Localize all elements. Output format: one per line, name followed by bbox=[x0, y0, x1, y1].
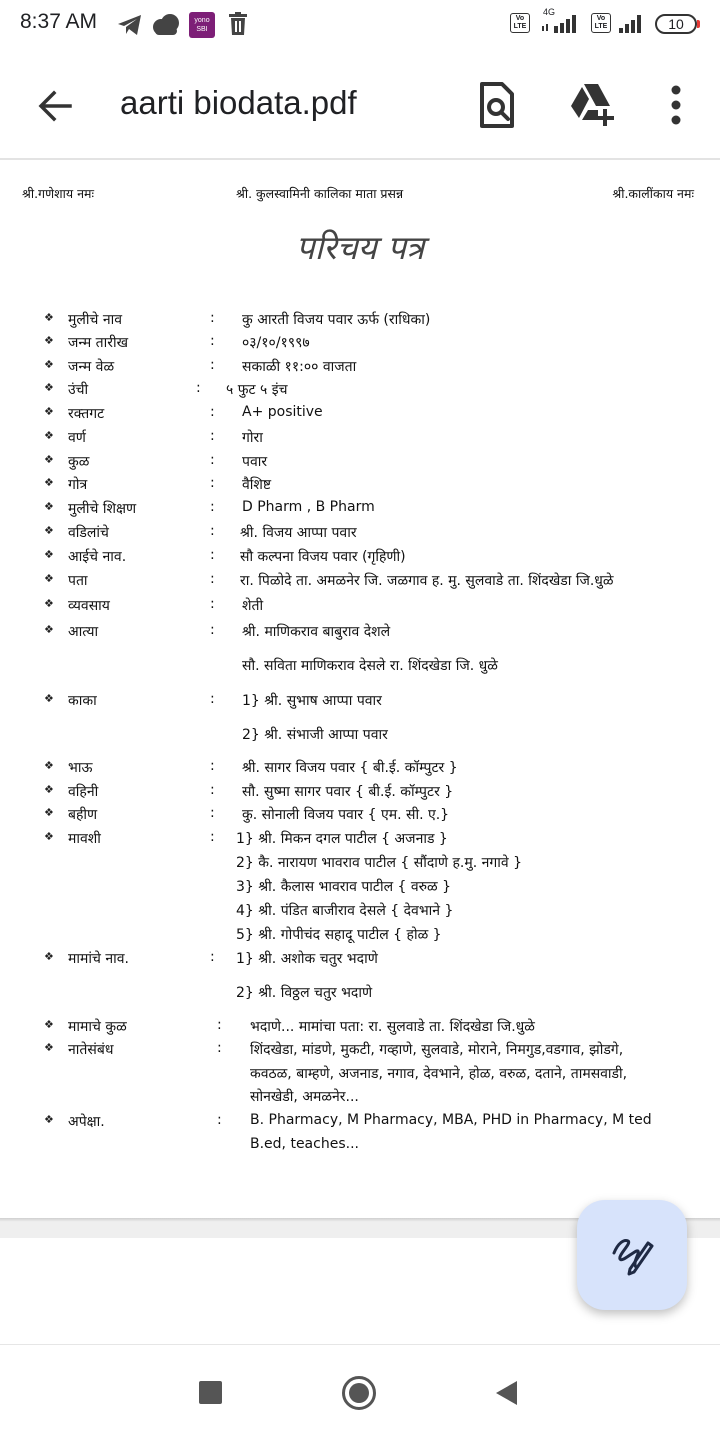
row-colon: : bbox=[210, 357, 215, 373]
signal-icon bbox=[540, 14, 580, 34]
biodata-row bbox=[0, 758, 720, 782]
more-options-button[interactable] bbox=[662, 82, 690, 130]
row-colon: : bbox=[217, 1112, 222, 1128]
biodata-row bbox=[0, 877, 720, 901]
volte-icon-2: Vo LTE bbox=[591, 13, 611, 33]
row-value: 4} श्री. पंडित बाजीराव देसले { देवभाने } bbox=[236, 903, 454, 919]
row-colon: : bbox=[210, 691, 215, 707]
pdf-page[interactable] bbox=[0, 160, 720, 1218]
bullet-icon: ❖ bbox=[44, 311, 54, 324]
row-label: गोत्र bbox=[68, 477, 88, 493]
document-title: aarti biodata.pdf bbox=[120, 84, 357, 121]
bullet-icon: ❖ bbox=[44, 950, 54, 963]
bullet-icon: ❖ bbox=[44, 1041, 54, 1054]
row-label: वहिनी bbox=[68, 784, 99, 800]
telegram-icon bbox=[117, 14, 143, 36]
biodata-row bbox=[0, 925, 720, 949]
sbi-label: SBI bbox=[196, 26, 208, 33]
row-colon: : bbox=[210, 622, 215, 638]
header-right: श्री.कालींकाय नमः bbox=[612, 186, 694, 201]
biodata-row bbox=[0, 499, 720, 523]
row-colon: : bbox=[210, 310, 215, 326]
header-left: श्री.गणेशाय नमः bbox=[22, 186, 95, 201]
biodata-row bbox=[0, 1040, 720, 1064]
row-value: 2} श्री. संभाजी आप्पा पवार bbox=[242, 727, 388, 743]
back-button[interactable] bbox=[30, 80, 82, 132]
biodata-row bbox=[0, 523, 720, 547]
row-label: मामाचे कुळ bbox=[68, 1019, 127, 1035]
row-value: 2} श्री. विठ्ठल चतुर भदाणे bbox=[236, 985, 373, 1001]
biodata-row bbox=[0, 983, 720, 1007]
yono-label: yono bbox=[194, 17, 210, 24]
page-title: परिचय पत्र bbox=[295, 228, 425, 267]
row-colon: : bbox=[210, 805, 215, 821]
biodata-row bbox=[0, 622, 720, 646]
biodata-row bbox=[0, 452, 720, 476]
bullet-icon: ❖ bbox=[44, 1018, 54, 1031]
row-label: वडिलांचे bbox=[68, 525, 109, 541]
biodata-row bbox=[0, 404, 720, 428]
row-colon: : bbox=[210, 428, 215, 444]
header-center: श्री. कुलस्वामिनी कालिका माता प्रसन्न bbox=[236, 186, 404, 201]
biodata-row bbox=[0, 1087, 720, 1111]
row-colon: : bbox=[210, 782, 215, 798]
signal-icon-2 bbox=[617, 14, 645, 34]
row-value: ५ फुट ५ इंच bbox=[226, 382, 288, 398]
more-vert-icon bbox=[662, 82, 690, 130]
bullet-icon: ❖ bbox=[44, 830, 54, 843]
bullet-icon: ❖ bbox=[44, 500, 54, 513]
row-value: कु आरती विजय पवार ऊर्फ (राधिका) bbox=[242, 312, 431, 328]
cloud-icon bbox=[152, 13, 180, 37]
row-colon: : bbox=[210, 596, 215, 612]
row-label: मामांचे नाव. bbox=[68, 951, 129, 967]
home-icon[interactable] bbox=[341, 1375, 377, 1411]
row-value: 5} श्री. गोपीचंद सहादू पाटील { होळ } bbox=[236, 927, 442, 943]
row-label: जन्म वेळ bbox=[68, 359, 115, 375]
biodata-row bbox=[0, 380, 720, 404]
add-to-drive-button[interactable] bbox=[566, 78, 618, 130]
biodata-row bbox=[0, 428, 720, 452]
row-colon: : bbox=[210, 547, 215, 563]
biodata-row bbox=[0, 656, 720, 680]
annotate-fab[interactable] bbox=[577, 1200, 687, 1310]
biodata-row bbox=[0, 596, 720, 620]
battery-icon: 10 bbox=[655, 14, 697, 34]
biodata-row bbox=[0, 805, 720, 829]
bullet-icon: ❖ bbox=[44, 692, 54, 705]
row-label: आईचे नाव. bbox=[68, 549, 127, 565]
row-value: 1} श्री. अशोक चतुर भदाणे bbox=[236, 951, 378, 967]
status-bar bbox=[0, 0, 720, 50]
row-value: सौ. सुष्मा सागर पवार { बी.ई. कॉम्पुटर } bbox=[242, 784, 454, 800]
row-colon: : bbox=[210, 571, 215, 587]
row-colon: : bbox=[210, 499, 215, 515]
biodata-row bbox=[0, 691, 720, 715]
status-time: 8:37 AM bbox=[20, 10, 98, 33]
row-colon: : bbox=[217, 1040, 222, 1056]
row-value: रा. पिळोदे ता. अमळनेर जि. जळगाव ह. मु. सुलवाडे ता. शिंदखेडा जि.धुळे bbox=[240, 573, 614, 589]
row-colon: : bbox=[210, 758, 215, 774]
row-label: आत्या bbox=[68, 624, 99, 640]
row-colon: : bbox=[210, 829, 215, 845]
biodata-row bbox=[0, 725, 720, 749]
row-value: 1} श्री. मिकन दगल पाटील { अजनाड } bbox=[236, 831, 448, 847]
row-label: व्यवसाय bbox=[68, 598, 110, 614]
biodata-row bbox=[0, 853, 720, 877]
row-value: श्री. सागर विजय पवार { बी.ई. कॉम्पुटर } bbox=[242, 760, 458, 776]
back-triangle-icon[interactable] bbox=[493, 1379, 519, 1407]
row-colon: : bbox=[196, 380, 201, 396]
row-label: जन्म तारीख bbox=[68, 335, 129, 351]
bullet-icon: ❖ bbox=[44, 623, 54, 636]
row-colon: : bbox=[217, 1017, 222, 1033]
row-value: कवठळ, बाम्हणे, अजनाड, नगाव, देवभाने, होळ, वरुळ, दताने, तामसवाडी, bbox=[250, 1066, 628, 1082]
row-value: D Pharm , B Pharm bbox=[242, 499, 375, 515]
row-label: उंची bbox=[68, 382, 89, 398]
row-colon: : bbox=[210, 475, 215, 491]
back-arrow-icon bbox=[30, 80, 82, 132]
network-type: 4G bbox=[543, 7, 556, 17]
biodata-row bbox=[0, 949, 720, 973]
biodata-row bbox=[0, 547, 720, 571]
row-value: कु. सोनाली विजय पवार { एम. सी. ए.} bbox=[242, 807, 450, 823]
row-colon: : bbox=[210, 333, 215, 349]
bullet-icon: ❖ bbox=[44, 405, 54, 418]
biodata-row bbox=[0, 333, 720, 357]
row-value: शिंदखेडा, मांडणे, मुकटी, गव्हाणे, सुलवाडे, मोराने, निमगुड,वडगाव, झोडगे, bbox=[250, 1042, 624, 1058]
bullet-icon: ❖ bbox=[44, 429, 54, 442]
row-value: 1} श्री. सुभाष आप्पा पवार bbox=[242, 693, 382, 709]
bullet-icon: ❖ bbox=[44, 572, 54, 585]
delete-icon bbox=[228, 12, 248, 36]
row-value: 2} कै. नारायण भावराव पाटील { सौंदाणे ह.मु. नगावे } bbox=[236, 855, 523, 871]
row-value: वैशिष्ट bbox=[242, 477, 272, 493]
edit-annotate-icon bbox=[610, 1233, 654, 1277]
biodata-row bbox=[0, 1017, 720, 1041]
row-value: गोरा bbox=[242, 430, 263, 446]
bullet-icon: ❖ bbox=[44, 381, 54, 394]
app-bar bbox=[0, 52, 720, 158]
biodata-row bbox=[0, 829, 720, 853]
row-value: B.ed, teaches... bbox=[250, 1136, 359, 1152]
row-value: श्री. माणिकराव बाबुराव देशले bbox=[242, 624, 391, 640]
row-label: मुलीचे शिक्षण bbox=[68, 501, 137, 517]
row-label: मुलीचे नाव bbox=[68, 312, 123, 328]
row-label: भाऊ bbox=[68, 760, 93, 776]
bullet-icon: ❖ bbox=[44, 1113, 54, 1126]
bullet-icon: ❖ bbox=[44, 759, 54, 772]
bullet-icon: ❖ bbox=[44, 358, 54, 371]
row-value: ०३/१०/१९९७ bbox=[242, 335, 310, 351]
bullet-icon: ❖ bbox=[44, 806, 54, 819]
row-label: काका bbox=[68, 693, 97, 709]
row-value: सौ. सविता माणिकराव देसले रा. शिंदखेडा जि. धुळे bbox=[242, 658, 498, 674]
row-label: नातेसंबंध bbox=[68, 1042, 114, 1058]
row-label: मावशी bbox=[68, 831, 101, 847]
row-label: रक्तगट bbox=[68, 406, 105, 422]
bullet-icon: ❖ bbox=[44, 524, 54, 537]
biodata-row bbox=[0, 782, 720, 806]
recent-apps-icon[interactable] bbox=[199, 1381, 222, 1404]
bullet-icon: ❖ bbox=[44, 783, 54, 796]
bullet-icon: ❖ bbox=[44, 334, 54, 347]
bullet-icon: ❖ bbox=[44, 597, 54, 610]
add-to-drive-icon bbox=[566, 78, 618, 130]
row-colon: : bbox=[210, 949, 215, 965]
bullet-icon: ❖ bbox=[44, 476, 54, 489]
volte-icon: Vo LTE bbox=[510, 13, 530, 33]
row-value: श्री. विजय आप्पा पवार bbox=[240, 525, 357, 541]
row-colon: : bbox=[210, 404, 215, 420]
biodata-row bbox=[0, 310, 720, 334]
row-label: वर्ण bbox=[68, 430, 86, 446]
bullet-icon: ❖ bbox=[44, 453, 54, 466]
row-value: सोनखेडी, अमळनेर... bbox=[250, 1089, 359, 1105]
row-value: सौ कल्पना विजय पवार (गृहिणी) bbox=[240, 549, 406, 565]
row-colon: : bbox=[210, 452, 215, 468]
biodata-row bbox=[0, 1064, 720, 1088]
row-value: सकाळी ११:०० वाजता bbox=[242, 359, 357, 375]
biodata-row bbox=[0, 475, 720, 499]
row-value: B. Pharmacy, M Pharmacy, MBA, PHD in Pharmacy, M ted bbox=[250, 1112, 652, 1128]
biodata-row bbox=[0, 1136, 720, 1160]
bullet-icon: ❖ bbox=[44, 548, 54, 561]
row-label: बहीण bbox=[68, 807, 98, 823]
row-label: अपेक्षा. bbox=[68, 1114, 105, 1130]
row-value: 3} श्री. कैलास भावराव पाटील { वरुळ } bbox=[236, 879, 452, 895]
find-in-page-icon bbox=[472, 78, 522, 134]
row-value: भदाणे... मामांचा पता: रा. सुलवाडे ता. शिंदखेडा जि.धुळे bbox=[250, 1019, 535, 1035]
system-nav-bar bbox=[0, 1344, 720, 1441]
biodata-row bbox=[0, 571, 720, 595]
row-label: कुळ bbox=[68, 454, 90, 470]
row-value: A+ positive bbox=[242, 404, 323, 420]
row-colon: : bbox=[210, 523, 215, 539]
biodata-row bbox=[0, 1112, 720, 1136]
yono-sbi-icon bbox=[189, 12, 215, 38]
row-value: पवार bbox=[242, 454, 268, 470]
biodata-row bbox=[0, 357, 720, 381]
row-label: पता bbox=[68, 573, 88, 589]
biodata-row bbox=[0, 901, 720, 925]
row-value: शेती bbox=[242, 598, 264, 614]
find-in-page-button[interactable] bbox=[472, 78, 522, 134]
